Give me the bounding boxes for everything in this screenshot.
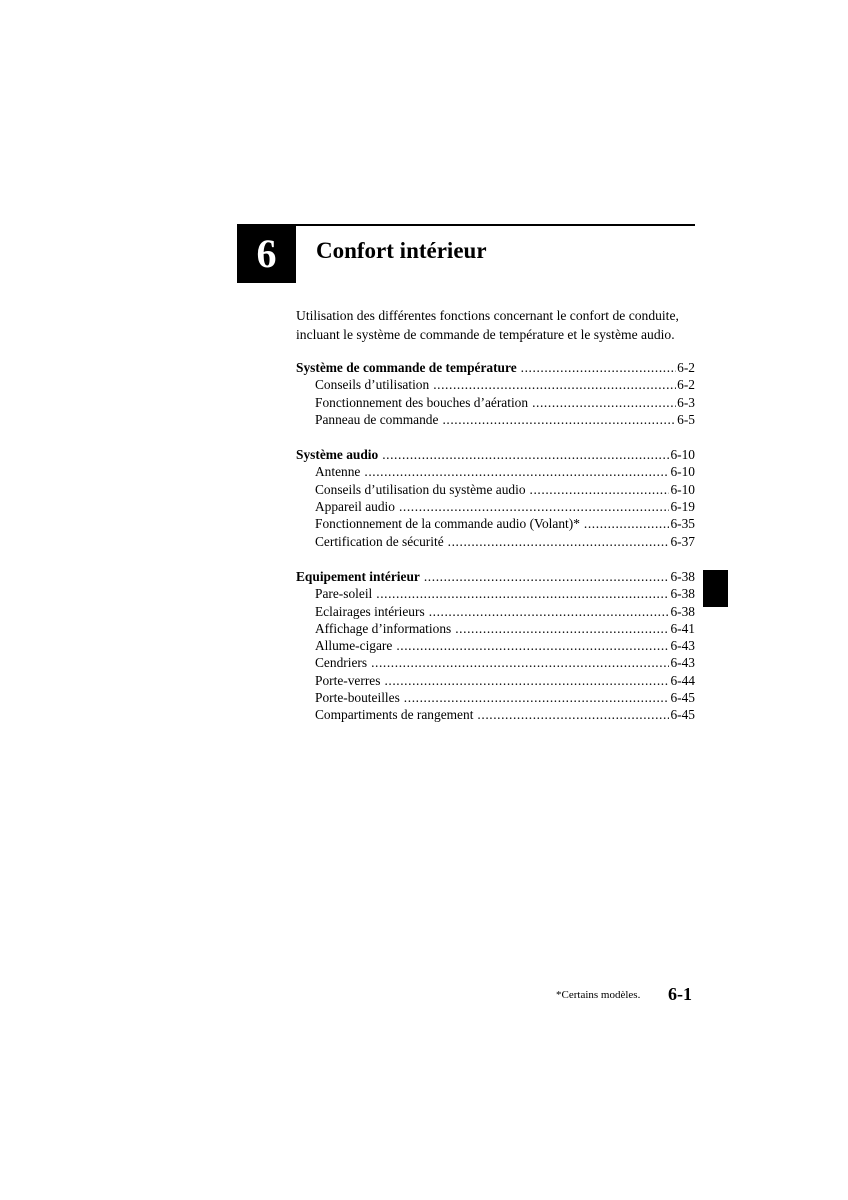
toc-leader-dots: [521, 360, 676, 376]
toc-page-number: 6-45: [670, 690, 695, 706]
toc-entry: [296, 464, 695, 481]
toc-entry: [296, 516, 695, 533]
toc-page-number: 6-45: [670, 707, 695, 723]
toc-entry-title: Système de commande de température: [296, 360, 517, 375]
toc-entry-title: Pare-soleil: [315, 586, 373, 602]
table-of-contents: [296, 360, 695, 743]
toc-entry-title: Equipement intérieur: [296, 568, 420, 584]
toc-page-number: 6-5: [677, 411, 695, 427]
toc-entry: [296, 673, 695, 690]
chapter-title: Confort intérieur: [316, 238, 487, 263]
toc-page-number: 6-38: [670, 603, 695, 619]
toc-entry-title: Appareil audio: [315, 499, 395, 515]
toc-page-number: 6-38: [670, 586, 695, 602]
toc-leader-dots: [477, 707, 669, 723]
intro-line: Utilisation des différentes fonctions concernant le confort de conduite,: [296, 308, 679, 323]
toc-leader-dots: [371, 655, 669, 671]
toc-entry-title: Certification de sécurité: [315, 533, 444, 549]
toc-entry-title: Fonctionnement des bouches d’aération: [315, 394, 529, 410]
toc-page-number: 6-38: [670, 568, 695, 584]
toc-entry: [296, 690, 695, 707]
toc-page-number: 6-43: [670, 638, 695, 654]
toc-entry-title: Affichage d’informations: [315, 620, 452, 636]
toc-section: [296, 447, 695, 551]
toc-leader-dots: [396, 638, 669, 654]
toc-leader-dots: [382, 447, 669, 463]
toc-section: [296, 569, 695, 725]
toc-page-number: 6-2: [677, 360, 695, 375]
chapter-header-rule: [296, 224, 695, 226]
toc-entry-title: Antenne: [315, 464, 361, 480]
toc-leader-dots: [429, 604, 670, 620]
toc-section-heading: [296, 447, 695, 464]
toc-leader-dots: [530, 482, 670, 498]
toc-leader-dots: [442, 412, 676, 428]
toc-page-number: 6-44: [670, 672, 695, 688]
toc-leader-dots: [424, 569, 670, 585]
toc-entry-title: Eclairages intérieurs: [315, 603, 425, 619]
toc-page-number: 6-3: [677, 394, 695, 410]
toc-entry: [296, 377, 695, 394]
toc-leader-dots: [384, 673, 669, 689]
intro-line: incluant le système de commande de température et le système audio.: [296, 327, 675, 342]
toc-entry-title: Panneau de commande: [315, 411, 439, 427]
toc-entry: [296, 604, 695, 621]
toc-entry-title: Compartiments de rangement: [315, 707, 474, 723]
toc-leader-dots: [376, 586, 669, 602]
page-number: 6-1: [668, 984, 692, 1004]
toc-entry: [296, 482, 695, 499]
toc-entry: [296, 395, 695, 412]
toc-leader-dots: [532, 395, 676, 411]
toc-page-number: 6-2: [677, 377, 695, 393]
toc-section-heading: [296, 360, 695, 377]
toc-page-number: 6-35: [670, 516, 695, 532]
toc-page-number: 6-19: [670, 499, 695, 515]
toc-entry-title: Porte-bouteilles: [315, 690, 400, 706]
toc-page-number: 6-10: [670, 481, 695, 497]
toc-entry: [296, 638, 695, 655]
toc-entry: [296, 412, 695, 429]
toc-entry: [296, 534, 695, 551]
toc-entry: [296, 586, 695, 603]
toc-page-number: 6-37: [670, 533, 695, 549]
toc-page-number: 6-41: [670, 620, 695, 636]
toc-section-heading: [296, 569, 695, 586]
toc-entry: [296, 499, 695, 516]
toc-entry-title: Conseils d’utilisation: [315, 377, 430, 393]
toc-leader-dots: [448, 534, 670, 550]
toc-leader-dots: [455, 621, 669, 637]
toc-entry-title: Cendriers: [315, 655, 368, 671]
chapter-number: 6: [256, 231, 277, 276]
toc-page-number: 6-43: [670, 655, 695, 671]
footnote: *Certains modèles.: [556, 989, 641, 1001]
toc-leader-dots: [364, 464, 669, 480]
toc-entry-title: Allume-cigare: [315, 638, 393, 654]
toc-leader-dots: [433, 377, 676, 393]
chapter-thumb-tab: [703, 570, 728, 607]
toc-leader-dots: [404, 690, 670, 706]
toc-entry-title: Fonctionnement de la commande audio (Volant)*: [315, 516, 580, 532]
toc-entry: [296, 655, 695, 672]
toc-leader-dots: [584, 516, 670, 532]
toc-entry: [296, 707, 695, 724]
toc-entry-title: Conseils d’utilisation du système audio: [315, 481, 526, 497]
toc-entry-title: Système audio: [296, 447, 379, 463]
toc-section: [296, 360, 695, 429]
toc-page-number: 6-10: [670, 447, 695, 463]
chapter-number-box: [237, 224, 296, 283]
toc-leader-dots: [399, 499, 670, 515]
toc-entry-title: Porte-verres: [315, 672, 381, 688]
toc-page-number: 6-10: [670, 464, 695, 480]
toc-entry: [296, 621, 695, 638]
chapter-intro: [296, 306, 716, 344]
